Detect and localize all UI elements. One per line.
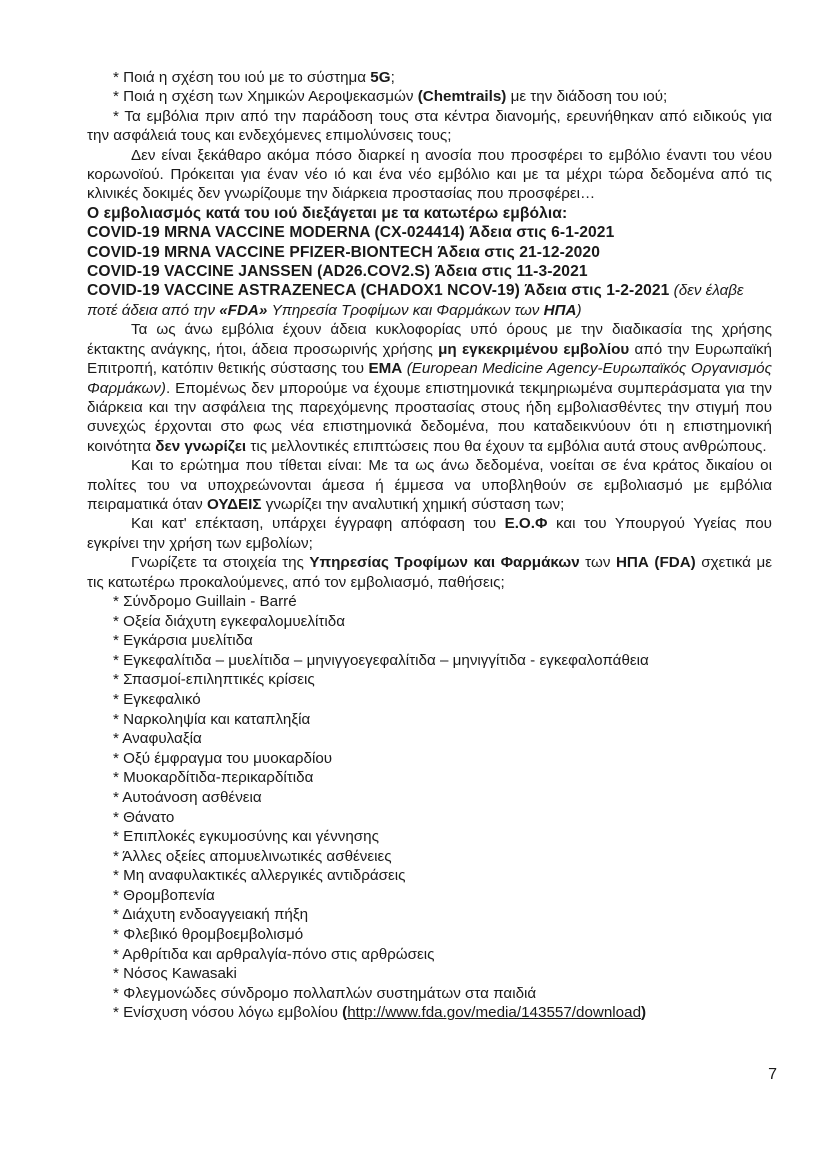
- condition-item: * Εγκεφαλίτιδα – μυελίτιδα – μηνιγγοεγεφαλίτιδα – μηνιγγίτιδα - εγκεφαλοπάθεια: [113, 651, 649, 669]
- question-paragraph: Και το ερώτημα που τίθεται είναι: Με τα ως άνω δεδομένα, νοείται σε ένα κράτος δικαίου οι πολίτες του να υποχρεώνονται άμεσα ή έμμεσα να υποβληθούν σε εμβολιασμό με εμβόλια πειραματικά όταν ΟΥΔΕΙΣ γνωρίζει την αναλυτική χημική σύσταση των;: [87, 457, 772, 513]
- condition-item: * Αρθρίτιδα και αρθραλγία-πόνο στις αρθρώσεις: [113, 945, 435, 963]
- condition-item: * Αυτοάνοση ασθένεια: [113, 788, 262, 806]
- condition-item: * Άλλες οξείες απομυελινωτικές ασθένειες: [113, 847, 392, 865]
- bullet-5g: * Ποιά η σχέση του ιού με το σύστημα 5G;: [113, 69, 395, 86]
- bullet-chemtrails: * Ποιά η σχέση των Χημικών Αεροψεκασμών (Chemtrails) με την διάδοση του ιού;: [113, 88, 668, 106]
- fda-paragraph: Γνωρίζετε τα στοιχεία της Υπηρεσίας Τροφίμων και Φαρμάκων των ΗΠΑ (FDA) σχετικά με τις κατωτέρω προκαλούμενες, από τον εμβολιασμό, παθήσεις;: [87, 554, 772, 591]
- page-number: 7: [768, 1066, 777, 1083]
- condition-item: * Διάχυτη ενδοαγγειακή πήξη: [113, 906, 309, 924]
- condition-item: * Οξύ έμφραγμα του μυοκαρδίου: [113, 749, 333, 767]
- fda-download-link[interactable]: http://www.fda.gov/media/143557/download: [347, 1004, 642, 1022]
- condition-item-last: * Ενίσχυση νόσου λόγω εμβολίου (http://www.fda.gov/media/143557/download): [113, 1004, 647, 1022]
- condition-item: * Μη αναφυλακτικές αλλεργικές αντιδράσεις: [113, 867, 406, 885]
- condition-item: * Εγκάρσια μυελίτιδα: [113, 632, 253, 650]
- immunity-paragraph: Δεν είναι ξεκάθαρο ακόμα πόσο διαρκεί η ανοσία που προσφέρει το εμβόλιο έναντι του νέου κορωνοϊού. Πρόκειται για έναν νέο ιό και ένα νέο εμβόλιο και με τα μέχρι τώρα δεδομένα από τις κλινικές δοκιμές δεν γνωρίζουμε την διάρκεια προστασίας που προσφέρει…: [87, 146, 772, 203]
- authorization-paragraph: Τα ως άνω εμβόλια έχουν άδεια κυκλοφορίας υπό όρους με την διαδικασία της χρήσης έκτακτης ανάγκης, ήτοι, άδεια προσωρινής χρήσης μη εγκεκριμένου εμβολίου από την Ευρωπαϊκή Επιτροπή, κατόπιν θετικής σύστασης του ΕΜΑ (European Medicine Agency-Ευρωπαϊκός Οργανισμός Φαρμάκων). Επομένως δεν μπορούμε να έχουμε επιστημονικά τεκμηριωμένα συμπεράσματα για την διάρκεια και την ασφάλεια της παρεχόμενης προστασίας στους ήδη εμβολιασθέντες την στιγμή που συνεχώς έρχονται στο φως νέα επιστημονικά δεδομένα, που καταδεικνύουν ότι η επιστημονική κοινότητα δεν γνωρίζει τις μελλοντικές επιπτώσεις που θα έχουν τα εμβόλια αυτά στους ανθρώπους.: [87, 321, 772, 455]
- condition-item: * Σπασμοί-επιληπτικές κρίσεις: [113, 671, 315, 689]
- condition-item: * Νόσος Kawasaki: [113, 965, 237, 983]
- condition-item: * Σύνδρομο Guillain - Barré: [113, 592, 297, 610]
- condition-item: * Εγκεφαλικό: [113, 690, 201, 708]
- vaccines-heading: Ο εμβολιασμός κατά του ιού διεξάγεται με τα κατωτέρω εμβόλια:: [87, 204, 568, 222]
- condition-item: * Μυοκαρδίτιδα-περικαρδίτιδα: [113, 769, 314, 787]
- conditions-list: [87, 592, 772, 1023]
- condition-item: * Φλεγμονώδες σύνδρομο πολλαπλών συστημάτων στα παιδιά: [113, 984, 537, 1002]
- condition-item: * Αναφυλαξία: [113, 730, 202, 748]
- bullet-vaccine-safety: * Τα εμβόλια πριν από την παράδοση τους στα κέντρα διανομής, ερευνήθηκαν από ειδικούς για την ασφάλειά τους και ενδεχόμενες επιμολύνσεις τους;: [87, 107, 772, 145]
- decision-paragraph: Και κατ' επέκταση, υπάρχει έγγραφη απόφαση του Ε.Ο.Φ και του Υπουργού Υγείας που εγκρίνει την χρήση των εμβολίων;: [87, 515, 772, 552]
- condition-item: * Φλεβικό θρομβοεμβολισμό: [113, 926, 304, 944]
- condition-item: * Θάνατο: [113, 808, 175, 826]
- vaccine-janssen: COVID-19 VACCINE JANSSEN (AD26.COV2.S) Άδεια στις 11-3-2021: [87, 263, 588, 281]
- vaccine-moderna: COVID-19 MRNA VACCINE MODERNA (CX-024414) Άδεια στις 6-1-2021: [87, 224, 615, 242]
- page-content: [87, 68, 772, 1023]
- vaccine-astrazeneca: COVID-19 VACCINE ASTRAZENECA (CHADOX1 NCOV-19) Άδεια στις 1-2-2021 (δεν έλαβε ποτέ άδεια από την «FDA» Υπηρεσία Τροφίμων και Φαρμάκων των ΗΠΑ): [87, 282, 744, 319]
- condition-item: * Ναρκοληψία και καταπληξία: [113, 710, 311, 728]
- vaccine-pfizer: COVID-19 MRNA VACCINE PFIZER-BIONTECH Άδεια στις 21-12-2020: [87, 243, 600, 261]
- condition-item: * Θρομβοπενία: [113, 886, 215, 904]
- condition-item: * Επιπλοκές εγκυμοσύνης και γέννησης: [113, 828, 379, 846]
- condition-item: * Οξεία διάχυτη εγκεφαλομυελίτιδα: [113, 612, 346, 630]
